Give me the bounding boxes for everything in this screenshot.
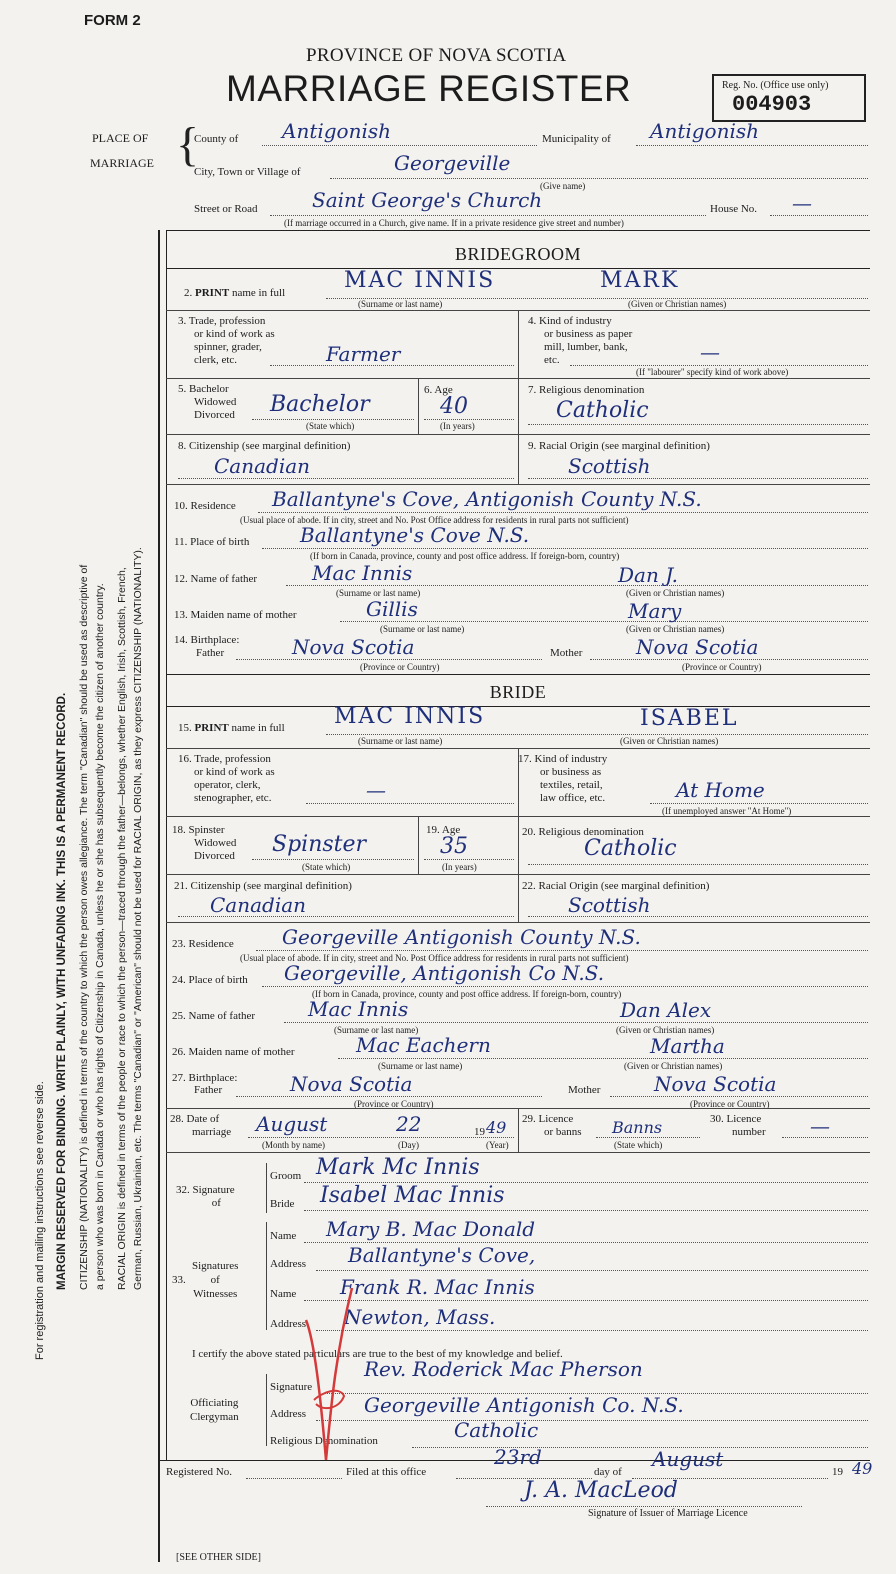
field-26-label: 26. Maiden name of mother <box>172 1046 295 1058</box>
bride-name-label <box>178 722 285 734</box>
house-label: House No. <box>710 203 758 215</box>
field-30-label <box>710 1113 766 1139</box>
groom-trade: Farmer <box>326 342 401 366</box>
bride-age-line <box>424 859 514 860</box>
field-16-line: or kind of work as <box>194 766 275 778</box>
bride-mother-birth-line <box>610 1096 868 1097</box>
groom-state-caption: (State which) <box>306 421 355 431</box>
field-16-line: operator, clerk, <box>194 779 261 791</box>
county-value: Antigonish <box>282 119 392 143</box>
field-15-number: 15. <box>178 722 192 734</box>
bride-mother-birthplace: Nova Scotia <box>654 1072 777 1096</box>
field-12-label: 12. Name of father <box>174 573 258 585</box>
reg-number-label: Reg. No. (Office use only) <box>722 80 829 91</box>
field-33-line: of <box>210 1274 220 1286</box>
groom-age-caption: (In years) <box>440 421 475 431</box>
field-3-label <box>178 315 275 367</box>
issuer-label: Signature of Issuer of Marriage Licence <box>588 1508 748 1519</box>
house-value: — <box>792 191 812 215</box>
field-33-number: 33. <box>172 1274 186 1286</box>
field-3-line: clerk, etc. <box>194 354 238 366</box>
bride-religion: Catholic <box>584 836 677 861</box>
rule <box>266 1163 267 1213</box>
bride-father-given: Dan Alex <box>620 998 712 1022</box>
field-3-line: 3. Trade, profession <box>178 315 266 327</box>
bride-trade-line <box>306 803 514 804</box>
clergy-address: Georgeville Antigonish Co. N.S. <box>364 1393 684 1417</box>
field-16-line: 16. Trade, profession <box>178 753 271 765</box>
field-4-line: etc. <box>544 354 560 366</box>
clergy-signature: Rev. Roderick Mac Pherson <box>364 1357 643 1381</box>
field-5-label <box>178 383 236 422</box>
bride-mother-birth-label: Mother <box>568 1084 601 1096</box>
field-28-label <box>170 1113 231 1139</box>
bride-birthplace: Georgeville, Antigonish Co N.S. <box>284 961 605 985</box>
field-33-label <box>192 1259 238 1301</box>
field-5-line: Widowed <box>194 396 237 408</box>
filed-year: 49 <box>852 1459 873 1478</box>
registered-line <box>246 1478 342 1479</box>
field-4-label <box>528 315 632 367</box>
groom-mother-birthplace: Nova Scotia <box>636 635 759 659</box>
margin-warning: MARGIN RESERVED FOR BINDING. WRITE PLAINLY, WITH UNFADING INK. THIS IS A PERMANENT RECORD. <box>56 692 68 1290</box>
city-label: City, Town or Village of <box>194 166 301 178</box>
field-7-label: 7. Religious denomination <box>528 384 645 396</box>
field-19-label: 19. Age <box>426 824 461 836</box>
groom-title-rule <box>166 268 870 269</box>
witness-2-name-label: Name <box>270 1288 297 1300</box>
bride-surname-caption: (Surname or last name) <box>358 736 443 746</box>
bride-given-caption: (Given or Christian names) <box>620 736 719 746</box>
groom-father-line <box>286 585 868 586</box>
field-25-label: 25. Name of father <box>172 1010 256 1022</box>
city-value: Georgeville <box>394 151 511 175</box>
bride-mother-given-caption: (Given or Christian names) <box>624 1061 723 1071</box>
reg-number: 004903 <box>732 92 812 117</box>
field-17-line: law office, etc. <box>540 792 606 804</box>
groom-mother-surname-caption: (Surname or last name) <box>380 624 465 634</box>
rule <box>166 484 870 485</box>
see-other-side: [SEE OTHER SIDE] <box>176 1552 261 1563</box>
field-5-line: 5. Bachelor <box>178 383 229 395</box>
groom-mother-birth-line <box>590 659 868 660</box>
rule <box>518 310 519 378</box>
groom-section-title: BRIDEGROOM <box>454 244 581 264</box>
margin-racial-b: German, Russian, Ukrainian, etc. The terms "Canadian" or "American" should not be used for RACIAL ORIGIN, as they express CITIZENSHIP (NATIONALITY). <box>132 547 144 1290</box>
groom-surname: MAC INNIS <box>344 268 496 293</box>
field-29-label <box>522 1113 582 1139</box>
rule <box>418 816 419 874</box>
margin-citizenship-a: CITIZENSHIP (NATIONALITY) is defined in terms of the country to which the person owes allegiance. The term "Canadian" should be used as descriptive of <box>78 564 90 1290</box>
groom-father-birth-label: Father <box>196 647 225 659</box>
page-title: MARRIAGE REGISTER <box>226 68 632 109</box>
field-17-label <box>518 753 607 805</box>
bride-name-line <box>326 734 868 735</box>
municipality-label: Municipality of <box>542 133 611 145</box>
groom-signature: Mark Mc Innis <box>316 1155 480 1180</box>
day-of-label: day of <box>594 1466 622 1478</box>
certification-text: I certify the above stated particulars are true to the best of my knowledge and belief. <box>192 1348 563 1360</box>
month-caption: (Month by name) <box>262 1140 325 1150</box>
field-14-label: 14. Birthplace: <box>174 634 240 646</box>
groom-birthplace: Ballantyne's Cove N.S. <box>300 523 530 547</box>
margin-instructions: For registration and mailing instructions see reverse side. <box>34 1081 46 1360</box>
bride-birthplace-line <box>262 986 868 987</box>
red-checkmark-icon <box>300 1280 360 1470</box>
field-18-label <box>172 824 236 863</box>
rule <box>518 1108 519 1152</box>
field-18-line: Divorced <box>194 850 235 862</box>
groom-given-caption: (Given or Christian names) <box>628 299 727 309</box>
field-3-line: spinner, grader, <box>194 341 262 353</box>
frame-top-border <box>166 230 870 231</box>
field-29-line: 29. Licence <box>522 1113 574 1125</box>
field-32-line: of <box>211 1197 221 1209</box>
witness-1-name: Mary B. Mac Donald <box>326 1217 536 1241</box>
groom-mother-surname: Gillis <box>366 597 418 621</box>
field-28-line: 28. Date of <box>170 1113 220 1125</box>
field-3-line: or kind of work as <box>194 328 275 340</box>
field-27-label: 27. Birthplace: <box>172 1072 238 1084</box>
groom-surname-caption: (Surname or last name) <box>358 299 443 309</box>
field-10-label: 10. Residence <box>174 500 236 512</box>
margin-citizenship-b: a person who was born in Canada or who has rights of Citizenship in Canada, unless he or she has subsequently become the citizen of another country. <box>94 583 106 1290</box>
clergy-denomination-label: Religious Denomination <box>270 1435 378 1447</box>
day-caption: (Day) <box>398 1140 419 1150</box>
bride-sig-line <box>304 1210 868 1211</box>
rule <box>166 1152 870 1153</box>
groom-father-given-caption: (Given or Christian names) <box>626 588 725 598</box>
marriage-year-prefix: 19 <box>474 1126 485 1138</box>
groom-industry: — <box>700 340 720 364</box>
field-33-line: Signatures <box>192 1260 239 1272</box>
clergyman-label <box>190 1396 239 1424</box>
witness-2-name-line <box>304 1300 868 1301</box>
bride-industry: At Home <box>676 778 765 802</box>
field-17-line: or business as <box>540 766 602 778</box>
witness-1-address-label: Address <box>270 1258 307 1270</box>
street-line <box>270 215 706 216</box>
witness-1-address: Ballantyne's Cove, <box>348 1243 536 1267</box>
field-13-label: 13. Maiden name of mother <box>174 609 297 621</box>
groom-mother-prov-caption: (Province or Country) <box>682 662 762 672</box>
bride-religion-line <box>528 864 868 865</box>
groom-father-birthplace: Nova Scotia <box>292 635 415 659</box>
witness-2-name: Frank R. Mac Innis <box>340 1275 535 1299</box>
field-6-label: 6. Age <box>424 384 453 396</box>
bride-residence: Georgeville Antigonish County N.S. <box>282 925 641 949</box>
field-4-line: or business as paper <box>544 328 633 340</box>
bride-mother-surname-caption: (Surname or last name) <box>378 1061 463 1071</box>
groom-given-name: MARK <box>600 268 680 293</box>
bride-father-birth-line <box>236 1096 542 1097</box>
field-24-caption: (If born in Canada, province, county and post office address. If foreign-born, country) <box>312 989 622 999</box>
rule <box>166 922 870 923</box>
bride-industry-line <box>650 803 868 804</box>
form-number: FORM 2 <box>84 12 141 29</box>
bride-state-caption: (State which) <box>302 862 351 872</box>
witness-1-name-label: Name <box>270 1230 297 1242</box>
bride-father-line <box>284 1022 868 1023</box>
rule <box>518 874 519 922</box>
bride-father-surname-caption: (Surname or last name) <box>334 1025 419 1035</box>
bride-sig-label: Bride <box>270 1198 295 1210</box>
bride-age: 35 <box>440 834 468 859</box>
bride-father-surname: Mac Innis <box>308 997 409 1021</box>
rule <box>518 434 519 484</box>
bride-surname: MAC INNIS <box>334 704 486 729</box>
groom-racial-line <box>528 478 868 479</box>
field-18-line: Widowed <box>194 837 237 849</box>
field-32-line: 32. Signature <box>176 1184 235 1196</box>
groom-father-given: Dan J. <box>618 563 679 587</box>
field-18-line: 18. Spinster <box>172 824 225 836</box>
field-10-caption: (Usual place of abode. If in city, street and No. Post Office address for residents in rural parts not sufficient) <box>240 515 629 525</box>
bride-age-caption: (In years) <box>442 862 477 872</box>
clergy-denomination: Catholic <box>454 1418 539 1442</box>
field-23-label: 23. Residence <box>172 938 234 950</box>
bride-father-prov-caption: (Province or Country) <box>354 1099 434 1109</box>
field-9-label: 9. Racial Origin (see marginal definition) <box>528 440 710 452</box>
municipality-line <box>636 145 868 146</box>
field-2-label: name in full <box>231 287 286 299</box>
city-line <box>330 178 868 179</box>
rule <box>518 378 519 434</box>
rule <box>166 674 870 675</box>
groom-citizenship: Canadian <box>214 454 311 478</box>
rule <box>266 1222 267 1330</box>
groom-age: 40 <box>440 394 468 419</box>
field-24-label: 24. Place of birth <box>172 974 248 986</box>
rule <box>266 1374 267 1446</box>
bride-father-birth-label: Father <box>194 1084 223 1096</box>
frame-inner-border <box>166 230 167 1460</box>
groom-mother-given-caption: (Given or Christian names) <box>626 624 725 634</box>
bride-given-name: ISABEL <box>640 706 739 731</box>
bride-racial: Scottish <box>568 893 651 917</box>
rule <box>418 378 419 434</box>
bride-mother-line <box>338 1058 868 1059</box>
clergyman-label-line: Clergyman <box>190 1411 239 1423</box>
groom-mother-given: Mary <box>628 599 682 623</box>
frame-left-border <box>158 230 160 1562</box>
filed-year-prefix: 19 <box>832 1466 843 1478</box>
bride-residence-line <box>256 950 868 951</box>
groom-name-label <box>184 287 285 299</box>
field-33-line: Witnesses <box>193 1288 238 1300</box>
bride-section-title: BRIDE <box>489 682 547 702</box>
clergyman-label-line: Officiating <box>190 1397 239 1409</box>
groom-age-line <box>424 419 514 420</box>
street-note: (If marriage occurred in a Church, give name. If in a private residence give street and number) <box>284 218 624 228</box>
licence-type-caption: (State which) <box>614 1140 663 1150</box>
field-4-line: mill, lumber, bank, <box>544 341 628 353</box>
field-5-line: Divorced <box>194 409 235 421</box>
give-name-caption: (Give name) <box>540 181 586 191</box>
groom-religion-line <box>528 424 868 425</box>
house-line <box>770 215 868 216</box>
groom-mother-birth-label: Mother <box>550 647 583 659</box>
bride-status-line <box>252 859 414 860</box>
field-28-line: marriage <box>192 1126 232 1138</box>
groom-father-surname: Mac Innis <box>312 561 413 585</box>
field-29-line: or banns <box>544 1126 582 1138</box>
field-30-line: number <box>732 1126 766 1138</box>
field-23-caption: (Usual place of abode. If in city, street and No. Post Office address for residents in rural parts not sufficient) <box>240 953 629 963</box>
groom-birthplace-line <box>262 548 868 549</box>
groom-residence: Ballantyne's Cove, Antigonish County N.S. <box>272 487 702 511</box>
groom-father-prov-caption: (Province or Country) <box>360 662 440 672</box>
bride-father-given-caption: (Given or Christian names) <box>616 1025 715 1035</box>
field-8-label: 8. Citizenship (see marginal definition) <box>178 440 351 452</box>
field-11-caption: (If born in Canada, province, county and post office address. If foreign-born, country) <box>310 551 620 561</box>
street-label: Street or Road <box>194 203 258 215</box>
municipality-value: Antigonish <box>650 119 760 143</box>
filed-month: August <box>652 1447 724 1471</box>
field-15-print: PRINT <box>194 722 229 734</box>
groom-father-birth-line <box>236 659 542 660</box>
witness-1-address-line <box>316 1270 868 1271</box>
groom-religion: Catholic <box>556 398 649 423</box>
groom-sig-label: Groom <box>270 1170 302 1182</box>
marriage-year: 49 <box>486 1118 507 1137</box>
groom-residence-line <box>258 512 868 513</box>
groom-status-line <box>252 419 414 420</box>
field-20-label: 20. Religious denomination <box>522 826 644 838</box>
clergy-denomination-line <box>412 1447 868 1448</box>
bride-title-rule <box>166 706 870 707</box>
bride-mother-prov-caption: (Province or Country) <box>690 1099 770 1109</box>
witness-2-address-label: Address <box>270 1318 307 1330</box>
bride-mother-given: Martha <box>650 1034 725 1058</box>
groom-racial: Scottish <box>568 454 651 478</box>
clergy-sig-label: Signature <box>270 1381 313 1393</box>
groom-father-surname-caption: (Surname or last name) <box>336 588 421 598</box>
clergy-address-line <box>316 1420 868 1421</box>
groom-status: Bachelor <box>270 392 370 417</box>
margin-racial-a: RACIAL ORIGIN is defined in terms of the people or race to which the person—traced through the father—belongs, whether English, Irish, Scottish, French, <box>116 567 128 1290</box>
field-30-line: 30. Licence <box>710 1113 762 1125</box>
marriage-month: August <box>256 1112 328 1136</box>
field-17-note: (If unemployed answer "At Home") <box>662 806 792 816</box>
field-2-print: PRINT <box>195 287 230 299</box>
field-11-label: 11. Place of birth <box>174 536 250 548</box>
place-label-1: PLACE OF <box>92 131 149 145</box>
bride-status: Spinster <box>272 832 367 857</box>
field-16-line: stenographer, etc. <box>194 792 272 804</box>
issuer-sig-line <box>486 1506 802 1507</box>
bride-trade: — <box>366 778 386 802</box>
field-15-label: name in full <box>231 722 285 734</box>
field-4-line: 4. Kind of industry <box>528 315 612 327</box>
street-value: Saint George's Church <box>312 188 543 212</box>
county-line <box>262 145 537 146</box>
reg-number-box <box>712 74 866 122</box>
filed-label: Filed at this office <box>346 1466 427 1478</box>
clergy-address-label: Address <box>270 1408 307 1420</box>
witness-2-address: Newton, Mass. <box>344 1305 496 1329</box>
licence-number: — <box>810 1114 830 1138</box>
groom-mother-line <box>340 621 868 622</box>
place-label-2: MARRIAGE <box>90 156 155 170</box>
issuer-signature: J. A. MacLeod <box>524 1478 678 1503</box>
licence-type: Banns <box>612 1118 663 1137</box>
place-brace: { <box>176 118 200 171</box>
bride-citizenship: Canadian <box>210 893 307 917</box>
field-32-label <box>176 1184 235 1210</box>
field-22-label: 22. Racial Origin (see marginal definition) <box>522 880 710 892</box>
year-caption: (Year) <box>486 1140 509 1150</box>
bride-signature: Isabel Mac Innis <box>320 1183 505 1208</box>
filed-day: 23rd <box>494 1445 542 1469</box>
field-16-label <box>178 753 275 805</box>
bride-mother-surname: Mac Eachern <box>356 1033 491 1057</box>
field-21-label: 21. Citizenship (see marginal definition) <box>174 880 352 892</box>
groom-citizenship-line <box>178 478 514 479</box>
field-17-line: 17. Kind of industry <box>518 753 608 765</box>
field-2-number: 2. <box>184 287 193 299</box>
groom-industry-line <box>570 365 868 366</box>
field-17-line: textiles, retail, <box>540 779 603 791</box>
witness-2-address-line <box>316 1330 868 1331</box>
registered-label: Registered No. <box>166 1466 232 1478</box>
county-label: County of <box>194 133 239 145</box>
rule <box>518 816 519 874</box>
bride-father-birthplace: Nova Scotia <box>290 1072 413 1096</box>
field-4-note: (If "labourer" specify kind of work above) <box>636 367 789 377</box>
marriage-day: 22 <box>396 1112 422 1136</box>
province-heading: PROVINCE OF NOVA SCOTIA <box>306 45 567 66</box>
